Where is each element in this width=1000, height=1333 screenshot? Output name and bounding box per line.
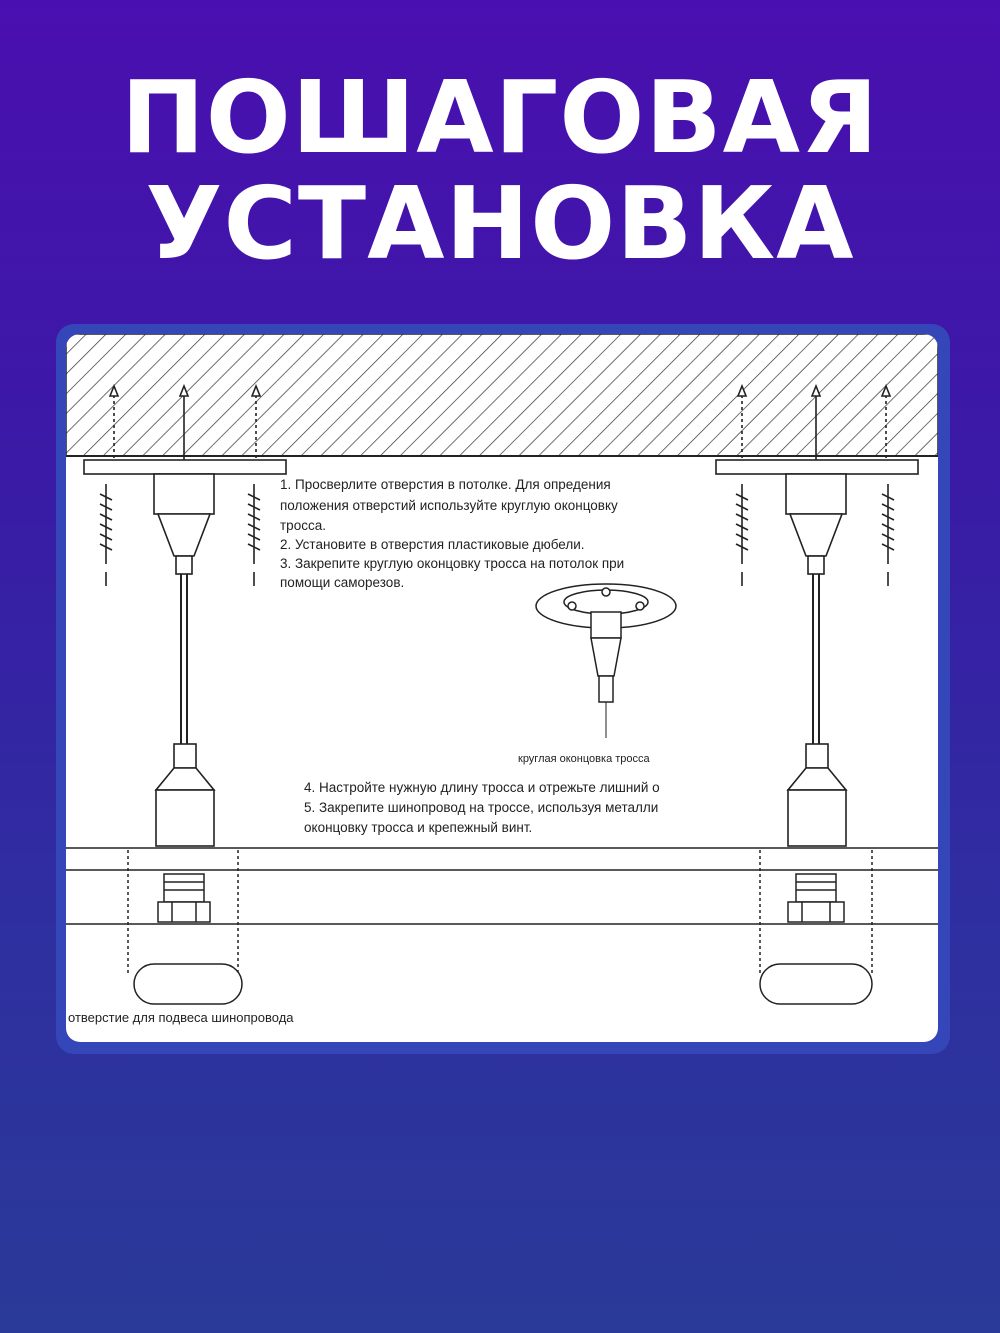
hole-caption: отверстие для подвеса шинопровода [68,1010,294,1025]
step1-line3: тросса. [280,518,326,533]
step1-line2: положения отверстий используйте круглую оконцовку [280,498,618,513]
diagram-svg [66,334,938,1042]
cable-end-illustration [536,584,676,738]
step2: 2. Установите в отверстия пластиковые дюбели. [280,537,585,552]
left-mount-hole [128,850,242,1004]
right-dowel-a [736,484,748,586]
step3-line1: 3. Закрепите круглую оконцовку тросса на потолок при [280,556,625,571]
left-dowel-a [100,484,112,586]
step1-line1: 1. Просверлите отверстия в потолке. Для опредения [280,477,611,492]
step3-line2: помощи саморезов. [280,575,405,590]
left-dowel-b [248,484,260,586]
cable-end-caption: круглая оконцовка тросса [518,753,650,765]
title-line-2: УСТАНОВКА [145,165,855,282]
installation-diagram [66,334,938,1042]
ceiling [66,334,938,456]
step5-line1: 5. Закрепите шинопровод на троссе, используя металли [304,800,659,815]
right-mount-hole [760,850,872,1004]
step4: 4. Настройте нужную длину тросса и отрежьте лишний о [304,780,660,795]
step5-line2: оконцовку тросса и крепежный винт. [304,820,533,835]
title-line-1: ПОШАГОВАЯ [121,59,879,176]
right-dowel-b [882,484,894,586]
